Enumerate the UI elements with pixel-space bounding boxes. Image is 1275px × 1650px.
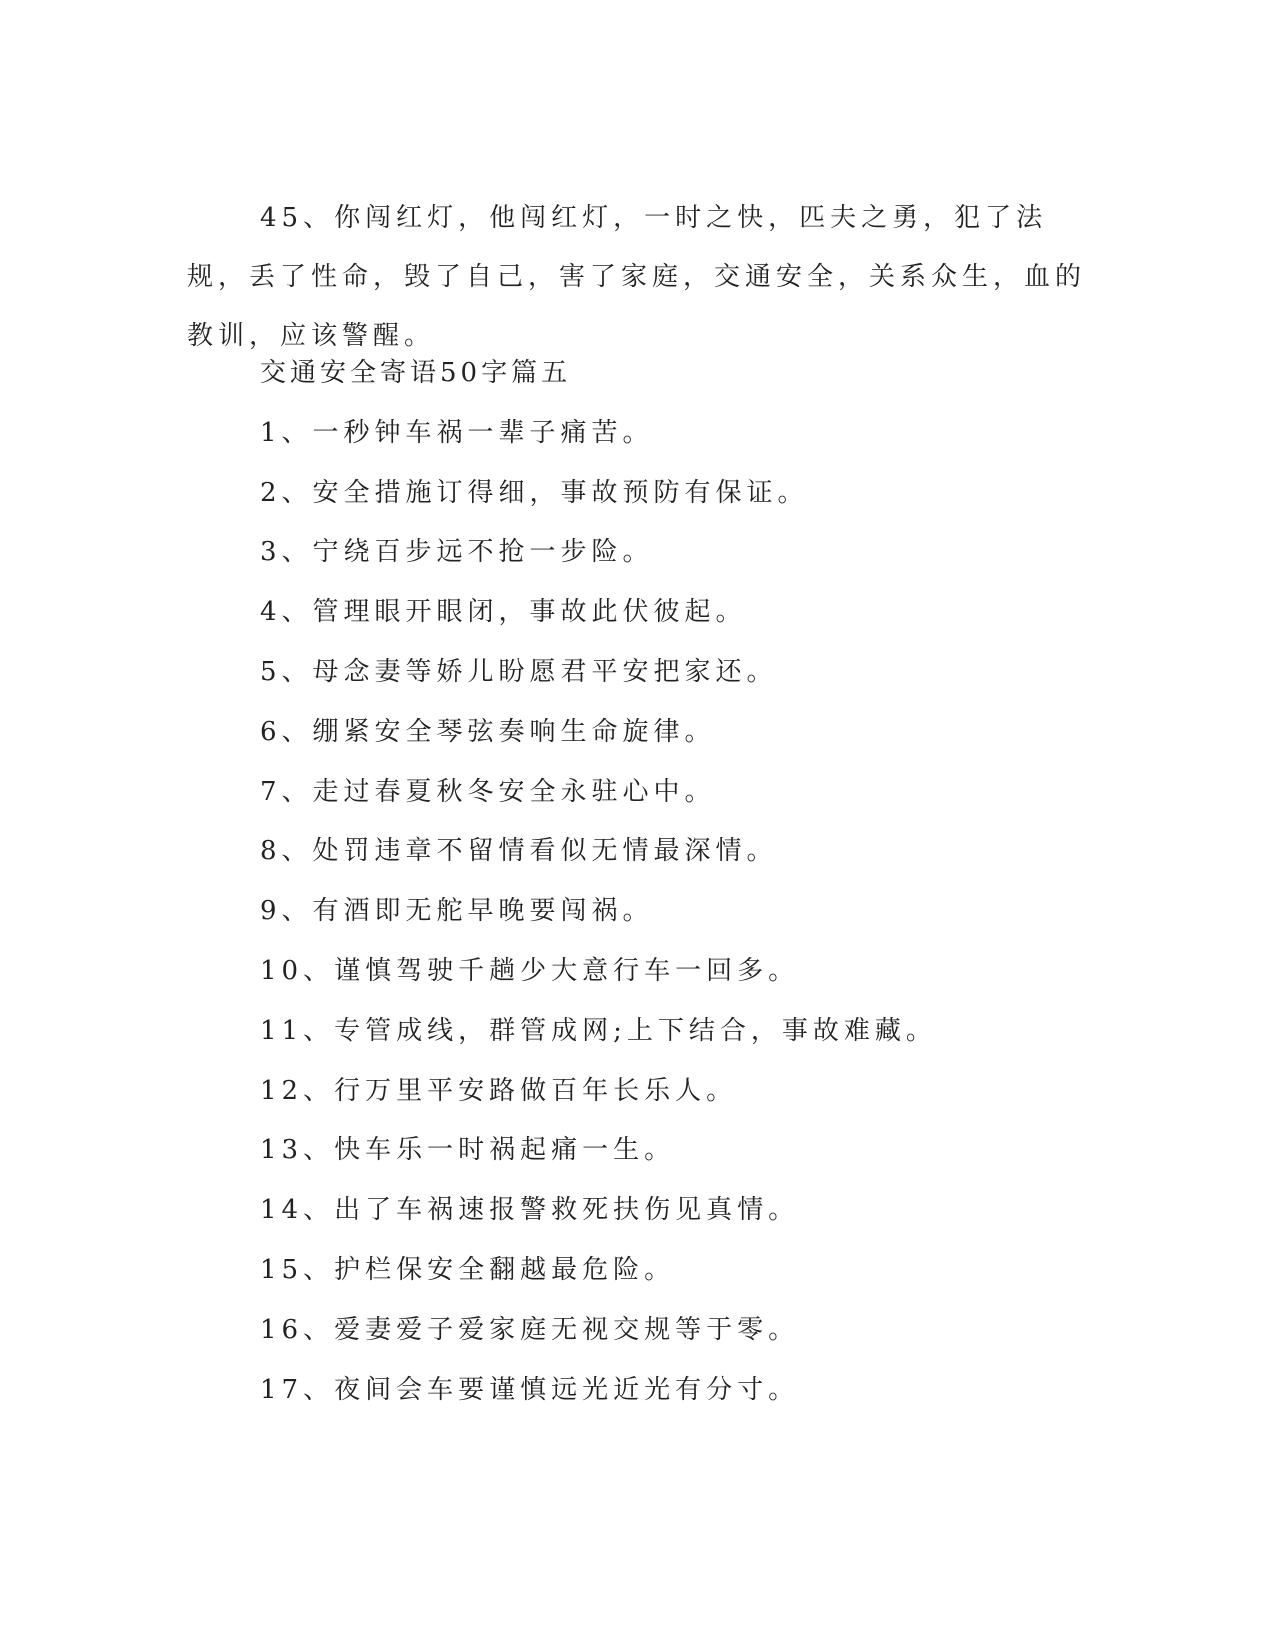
list-item: 7、走过春夏秋冬安全永驻心中。 bbox=[260, 776, 716, 807]
section-heading: 交通安全寄语50字篇五 bbox=[260, 358, 572, 388]
list-item: 4、管理眼开眼闭，事故此伏彼起。 bbox=[260, 597, 747, 628]
intro-paragraph: 45、你闯红灯，他闯红灯，一时之快，匹夫之勇，犯了法规，丢了性命，毁了自己，害了家庭，交通安全，关系众生，血的教训，应该警醒。 bbox=[187, 203, 1087, 351]
list-item: 12、行万里平安路做百年长乐人。 bbox=[260, 1075, 738, 1106]
list-item: 15、护栏保安全翻越最危险。 bbox=[260, 1254, 676, 1285]
list-item: 2、安全措施订得细，事故预防有保证。 bbox=[260, 477, 809, 508]
slogan-list bbox=[260, 344, 937, 1420]
list-item: 9、有酒即无舵早晚要闯祸。 bbox=[260, 896, 654, 927]
list-item: 8、处罚违章不留情看似无情最深情。 bbox=[260, 836, 778, 867]
list-item: 5、母念妻等娇儿盼愿君平安把家还。 bbox=[260, 656, 778, 687]
list-item: 10、谨慎驾驶千趟少大意行车一回多。 bbox=[260, 955, 800, 986]
list-item: 3、宁绕百步远不抢一步险。 bbox=[260, 537, 654, 568]
list-item: 11、专管成线，群管成网;上下结合，事故难藏。 bbox=[260, 1015, 937, 1046]
list-item: 13、快车乐一时祸起痛一生。 bbox=[260, 1135, 676, 1166]
list-item: 17、夜间会车要谨慎远光近光有分寸。 bbox=[260, 1374, 800, 1405]
list-item: 1、一秒钟车祸一辈子痛苦。 bbox=[260, 417, 654, 448]
list-item: 16、爱妻爱子爱家庭无视交规等于零。 bbox=[260, 1314, 800, 1345]
list-item: 6、绷紧安全琴弦奏响生命旋律。 bbox=[260, 716, 716, 747]
list-item: 14、出了车祸速报警救死扶伤见真情。 bbox=[260, 1195, 800, 1226]
